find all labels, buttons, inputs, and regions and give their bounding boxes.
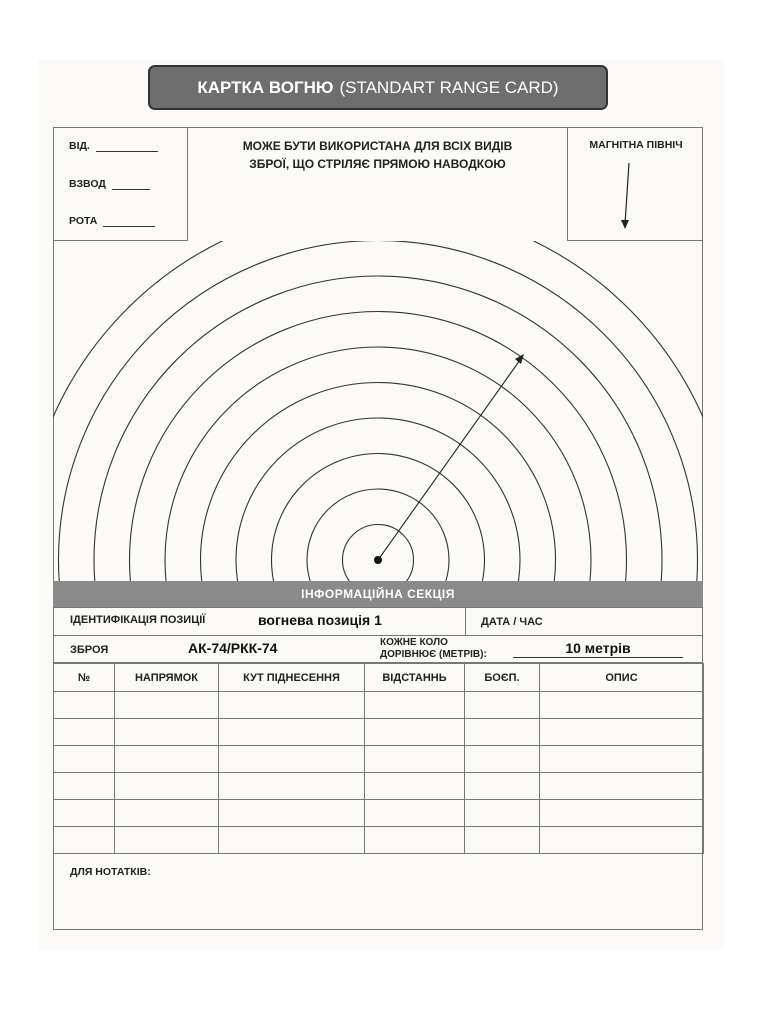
- table-cell[interactable]: [365, 746, 465, 773]
- table-cell[interactable]: [115, 719, 219, 746]
- table-cell[interactable]: [219, 827, 365, 854]
- range-ring: [343, 525, 414, 582]
- col-ammo: БОЄП.: [465, 664, 540, 692]
- ring-distance-label-line1: КОЖНЕ КОЛО: [380, 637, 448, 648]
- col-elevation: КУТ ПІДНЕСЕННЯ: [219, 664, 365, 692]
- usage-note-line2: ЗБРОЇ, ЩО СТРІЛЯЄ ПРЯМОЮ НАВОДКОЮ: [249, 157, 506, 171]
- range-rings-diagram[interactable]: [53, 241, 703, 581]
- notes-label: ДЛЯ НОТАТКІВ:: [70, 866, 151, 878]
- table-cell[interactable]: [540, 746, 704, 773]
- ring-distance-label: [380, 637, 487, 661]
- table-cell[interactable]: [365, 692, 465, 719]
- card-title-sub: (STANDART RANGE CARD): [339, 77, 559, 97]
- position-id-label: ІДЕНТИФІКАЦІЯ ПОЗИЦІЇ: [70, 614, 206, 626]
- ring-distance-value[interactable]: 10 метрів: [513, 640, 683, 658]
- col-description: ОПИС: [540, 664, 704, 692]
- ring-distance-label-line2: ДОРІВНЮЄ (МЕТРІВ):: [380, 649, 487, 660]
- table-row: [54, 827, 704, 854]
- table-cell[interactable]: [540, 773, 704, 800]
- table-row: [54, 773, 704, 800]
- table-cell[interactable]: [540, 719, 704, 746]
- table-cell[interactable]: [54, 800, 115, 827]
- weapon-label: ЗБРОЯ: [70, 644, 109, 656]
- table-cell[interactable]: [115, 692, 219, 719]
- range-ring: [130, 312, 627, 582]
- table-header-row: [54, 664, 704, 692]
- range-ring: [53, 241, 703, 581]
- table-cell[interactable]: [115, 827, 219, 854]
- range-ring: [59, 241, 698, 581]
- col-number: №: [54, 664, 115, 692]
- card-title: [148, 65, 608, 110]
- table-cell[interactable]: [365, 773, 465, 800]
- north-arrow-icon: [568, 128, 704, 242]
- usage-note: [200, 137, 555, 173]
- table-cell[interactable]: [540, 692, 704, 719]
- col-direction: НАПРЯМОК: [115, 664, 219, 692]
- unit-field-section: [69, 140, 158, 152]
- table-cell[interactable]: [465, 719, 540, 746]
- table-cell[interactable]: [115, 746, 219, 773]
- datetime-label: ДАТА / ЧАС: [481, 616, 543, 628]
- table-cell[interactable]: [540, 800, 704, 827]
- table-cell[interactable]: [115, 773, 219, 800]
- table-cell[interactable]: [465, 773, 540, 800]
- table-cell[interactable]: [219, 746, 365, 773]
- table-cell[interactable]: [465, 746, 540, 773]
- table-row: [54, 746, 704, 773]
- range-ring: [201, 383, 556, 582]
- platoon-input-line[interactable]: [112, 188, 150, 190]
- usage-note-line1: МОЖЕ БУТИ ВИКОРИСТАНА ДЛЯ ВСІХ ВИДІВ: [242, 139, 513, 153]
- table-row: [54, 692, 704, 719]
- table-cell[interactable]: [365, 827, 465, 854]
- section-input-line[interactable]: [96, 150, 158, 152]
- direction-arrow-icon: [378, 354, 524, 560]
- table-row: [54, 719, 704, 746]
- table-cell[interactable]: [219, 719, 365, 746]
- table-cell[interactable]: [54, 719, 115, 746]
- position-id-value[interactable]: вогнева позиція 1: [258, 612, 382, 628]
- table-cell[interactable]: [115, 800, 219, 827]
- table-cell[interactable]: [465, 827, 540, 854]
- platoon-label: ВЗВОД: [69, 178, 106, 190]
- table-cell[interactable]: [54, 746, 115, 773]
- company-input-line[interactable]: [103, 225, 155, 227]
- table-cell[interactable]: [540, 827, 704, 854]
- table-row: [54, 800, 704, 827]
- table-cell[interactable]: [219, 773, 365, 800]
- unit-field-company: [69, 215, 155, 227]
- notes-area[interactable]: [53, 852, 703, 930]
- range-ring: [94, 276, 662, 581]
- company-label: РОТА: [69, 215, 98, 227]
- table-cell[interactable]: [365, 800, 465, 827]
- table-cell[interactable]: [219, 800, 365, 827]
- table-cell[interactable]: [465, 692, 540, 719]
- unit-box: [53, 127, 188, 241]
- magnetic-north-label: МАГНІТНА ПІВНІЧ: [589, 139, 683, 151]
- table-cell[interactable]: [54, 692, 115, 719]
- fire-data-table: [53, 663, 704, 854]
- card-title-main: КАРТКА ВОГНЮ: [197, 77, 334, 97]
- info-section-title: ІНФОРМАЦІЙНА СЕКЦІЯ: [53, 581, 703, 607]
- weapon-value[interactable]: АК-74/РКК-74: [188, 640, 278, 656]
- table-cell[interactable]: [54, 773, 115, 800]
- table-cell[interactable]: [219, 692, 365, 719]
- table-cell[interactable]: [365, 719, 465, 746]
- unit-field-platoon: [69, 178, 150, 190]
- section-label: ВІД.: [69, 140, 90, 152]
- table-cell[interactable]: [465, 800, 540, 827]
- col-distance: ВІДСТАННЬ: [365, 664, 465, 692]
- magnetic-north-box: [567, 127, 703, 241]
- table-cell[interactable]: [54, 827, 115, 854]
- range-ring: [307, 489, 449, 581]
